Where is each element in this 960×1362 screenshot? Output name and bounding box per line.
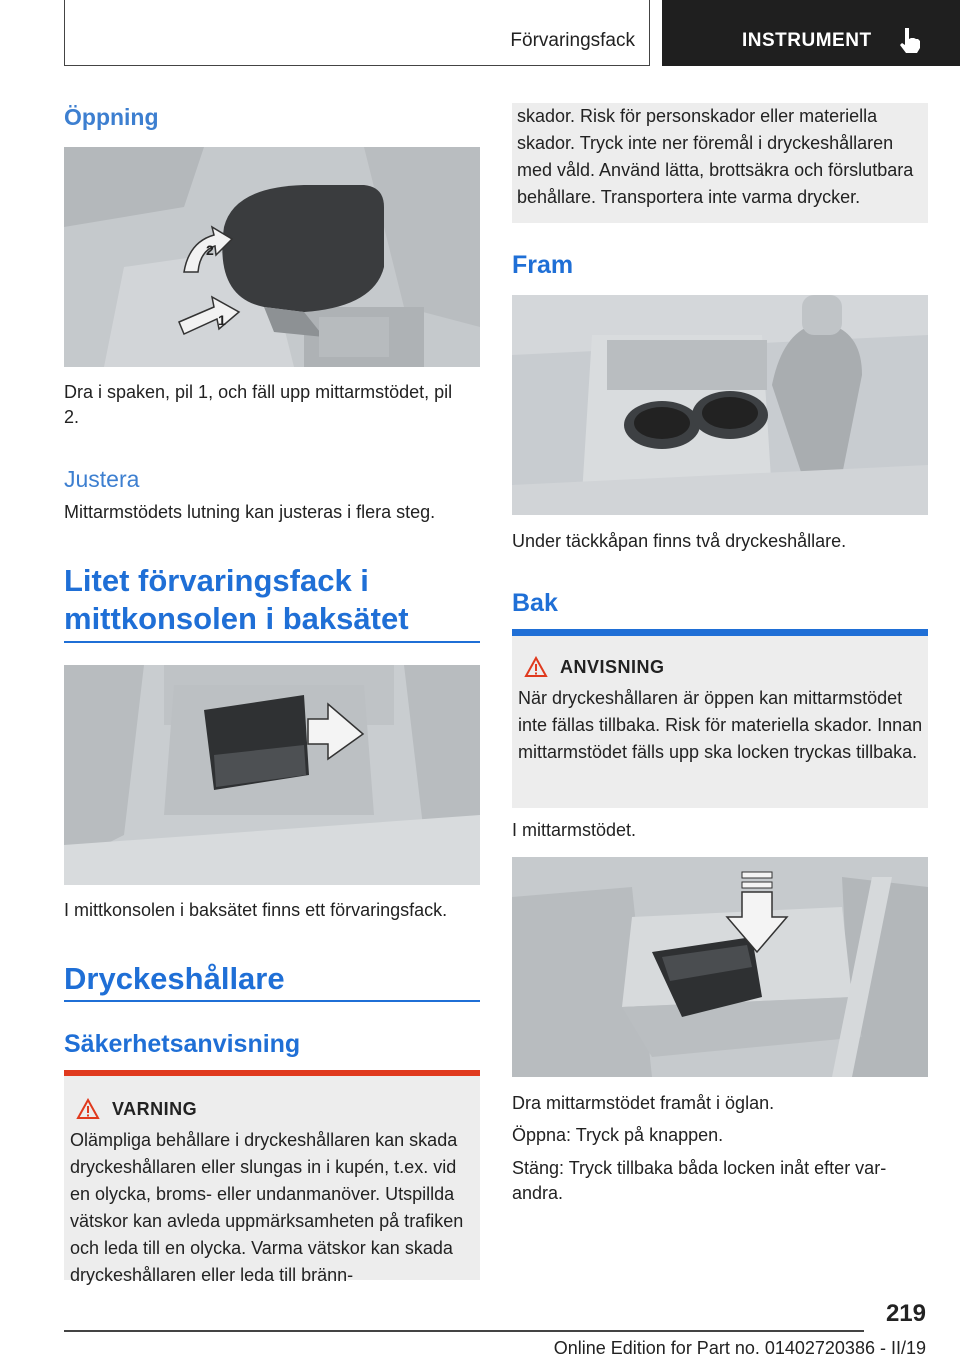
- heading-small-compartment: Litet förvaringsfack i mittkonsolen i baksätet: [64, 563, 409, 636]
- arrow-label-2: 2: [206, 242, 214, 258]
- page-number: 219: [885, 1300, 926, 1327]
- footer-divider: [64, 1330, 864, 1332]
- notice-triangle-icon: [524, 656, 548, 678]
- notice-title: ANVISNING: [560, 657, 665, 677]
- notice-bar: [512, 629, 928, 636]
- warning-text: Olämpliga behållare i dryckeshållaren kan skada dryckeshållaren eller slungas in i kupén, t.ex. vid en olycka, broms- eller undanmanöver. Utspillda vätskor kan avleda uppmärksamheten på trafiken och leda till en olycka. Varma vätskor kan skada dryckeshållaren eller leda till bränn-: [70, 1130, 464, 1285]
- heading-opening: Öppning: [64, 104, 159, 130]
- header-section-tab: [64, 0, 650, 66]
- heading-safety: Säkerhetsanvisning: [64, 1030, 301, 1058]
- divider: [64, 1000, 480, 1002]
- warning-triangle-icon: [76, 1098, 100, 1120]
- header-chapter-tab: [662, 0, 960, 66]
- illustration-rear-armrest-cupholder: [512, 857, 928, 1077]
- step-2: Öppna: Tryck på knappen.: [512, 1125, 724, 1145]
- divider: [64, 641, 480, 643]
- caption-front: Under täckkåpan finns två dryckeshållare.: [512, 531, 847, 551]
- hand-pointer-icon: [896, 26, 922, 54]
- text-in-armrest: I mittarmstödet.: [512, 820, 637, 840]
- text-adjust: Mittarmstödets lutning kan justeras i flera steg.: [64, 502, 436, 522]
- notice-text: När dryckeshållaren är öppen kan mittarmstödet inte fällas tillbaka. Risk för materiella skador. Innan mittarmstödet fälls upp ska locken tryckas tillbaka.: [518, 688, 923, 762]
- illustration-front-cupholders: [512, 295, 928, 515]
- illustration-armrest-opening: [64, 147, 480, 367]
- heading-adjust: Justera: [64, 466, 140, 492]
- illustration-rear-compartment: [64, 665, 480, 885]
- caption-opening: Dra i spaken, pil 1, och fäll upp mittarmstödet, pil 2.: [64, 382, 453, 427]
- footer-edition: Online Edition for Part no. 01402720386 - II/19: [553, 1338, 926, 1358]
- arrow-label-1: 1: [218, 312, 226, 328]
- heading-front: Fram: [512, 251, 574, 279]
- warning-title: VARNING: [112, 1099, 198, 1119]
- header-chapter-title: INSTRUMENT: [742, 30, 872, 51]
- warning-text-continued: skador. Risk för personskador eller materiella skador. Tryck inte ner föremål i dryckeshållaren med våld. Använd lätta, brottsäkra och förslutbara behållare. Transportera inte varma drycker.: [517, 106, 914, 207]
- heading-cupholders: Dryckeshållare: [64, 961, 285, 996]
- step-1: Dra mittarmstödet framåt i öglan.: [512, 1093, 775, 1113]
- heading-rear: Bak: [512, 589, 558, 617]
- header-section-title: Förvaringsfack: [510, 30, 635, 51]
- step-3: Stäng: Tryck tillbaka båda locken inåt efter varandra.: [512, 1158, 887, 1203]
- caption-small-compartment: I mittkonsolen i baksätet finns ett förvaringsfack.: [64, 900, 448, 920]
